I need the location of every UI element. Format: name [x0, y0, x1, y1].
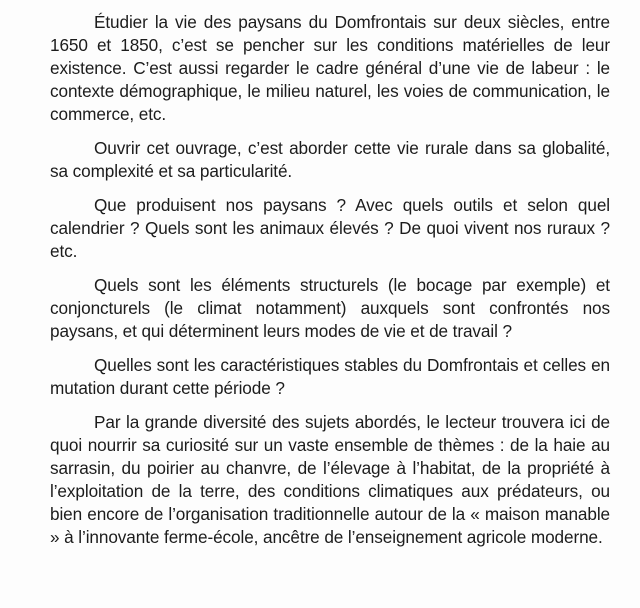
- paragraph-production-questions: Que produisent nos paysans ? Avec quels outils et selon quel calendrier ? Quels sont les animaux élevés ? De quoi vivent nos ruraux ? etc.: [50, 195, 610, 261]
- body-text: [50, 11, 610, 549]
- paragraph-overview: Ouvrir cet ouvrage, c’est aborder cette vie rurale dans sa globalité, sa complexité et sa particularité.: [50, 138, 610, 181]
- paragraph-themes: Par la grande diversité des sujets abordés, le lecteur trouvera ici de quoi nourrir sa curiosité sur un vaste ensemble de thèmes : de la haie au sarrasin, du poirier au chanvre, de l’élevage à l’habitat, de la propriété à l’exploitation de la terre, des conditions climatiques aux prédateurs, ou bien encore de l’organisation traditionnelle autour de la « maison manable » à l’innovante ferme-école, ancêtre de l’enseignement agricole moderne.: [50, 412, 610, 547]
- paragraph-characteristics-question: Quelles sont les caractéristiques stables du Domfrontais et celles en mutation durant cette période ?: [50, 355, 610, 398]
- paragraph-structural-questions: Quels sont les éléments structurels (le bocage par exemple) et conjoncturels (le climat notamment) auxquels sont confrontés nos paysans, et qui déterminent leurs modes de vie et de travail ?: [50, 275, 610, 341]
- paragraph-intro: Étudier la vie des paysans du Domfrontais sur deux siècles, entre 1650 et 1850, c’est se pencher sur les conditions matérielles de leur existence. C’est aussi regarder le cadre général d’une vie de labeur : le contexte démographique, le milieu naturel, les voies de communication, le commerce, etc.: [50, 12, 610, 124]
